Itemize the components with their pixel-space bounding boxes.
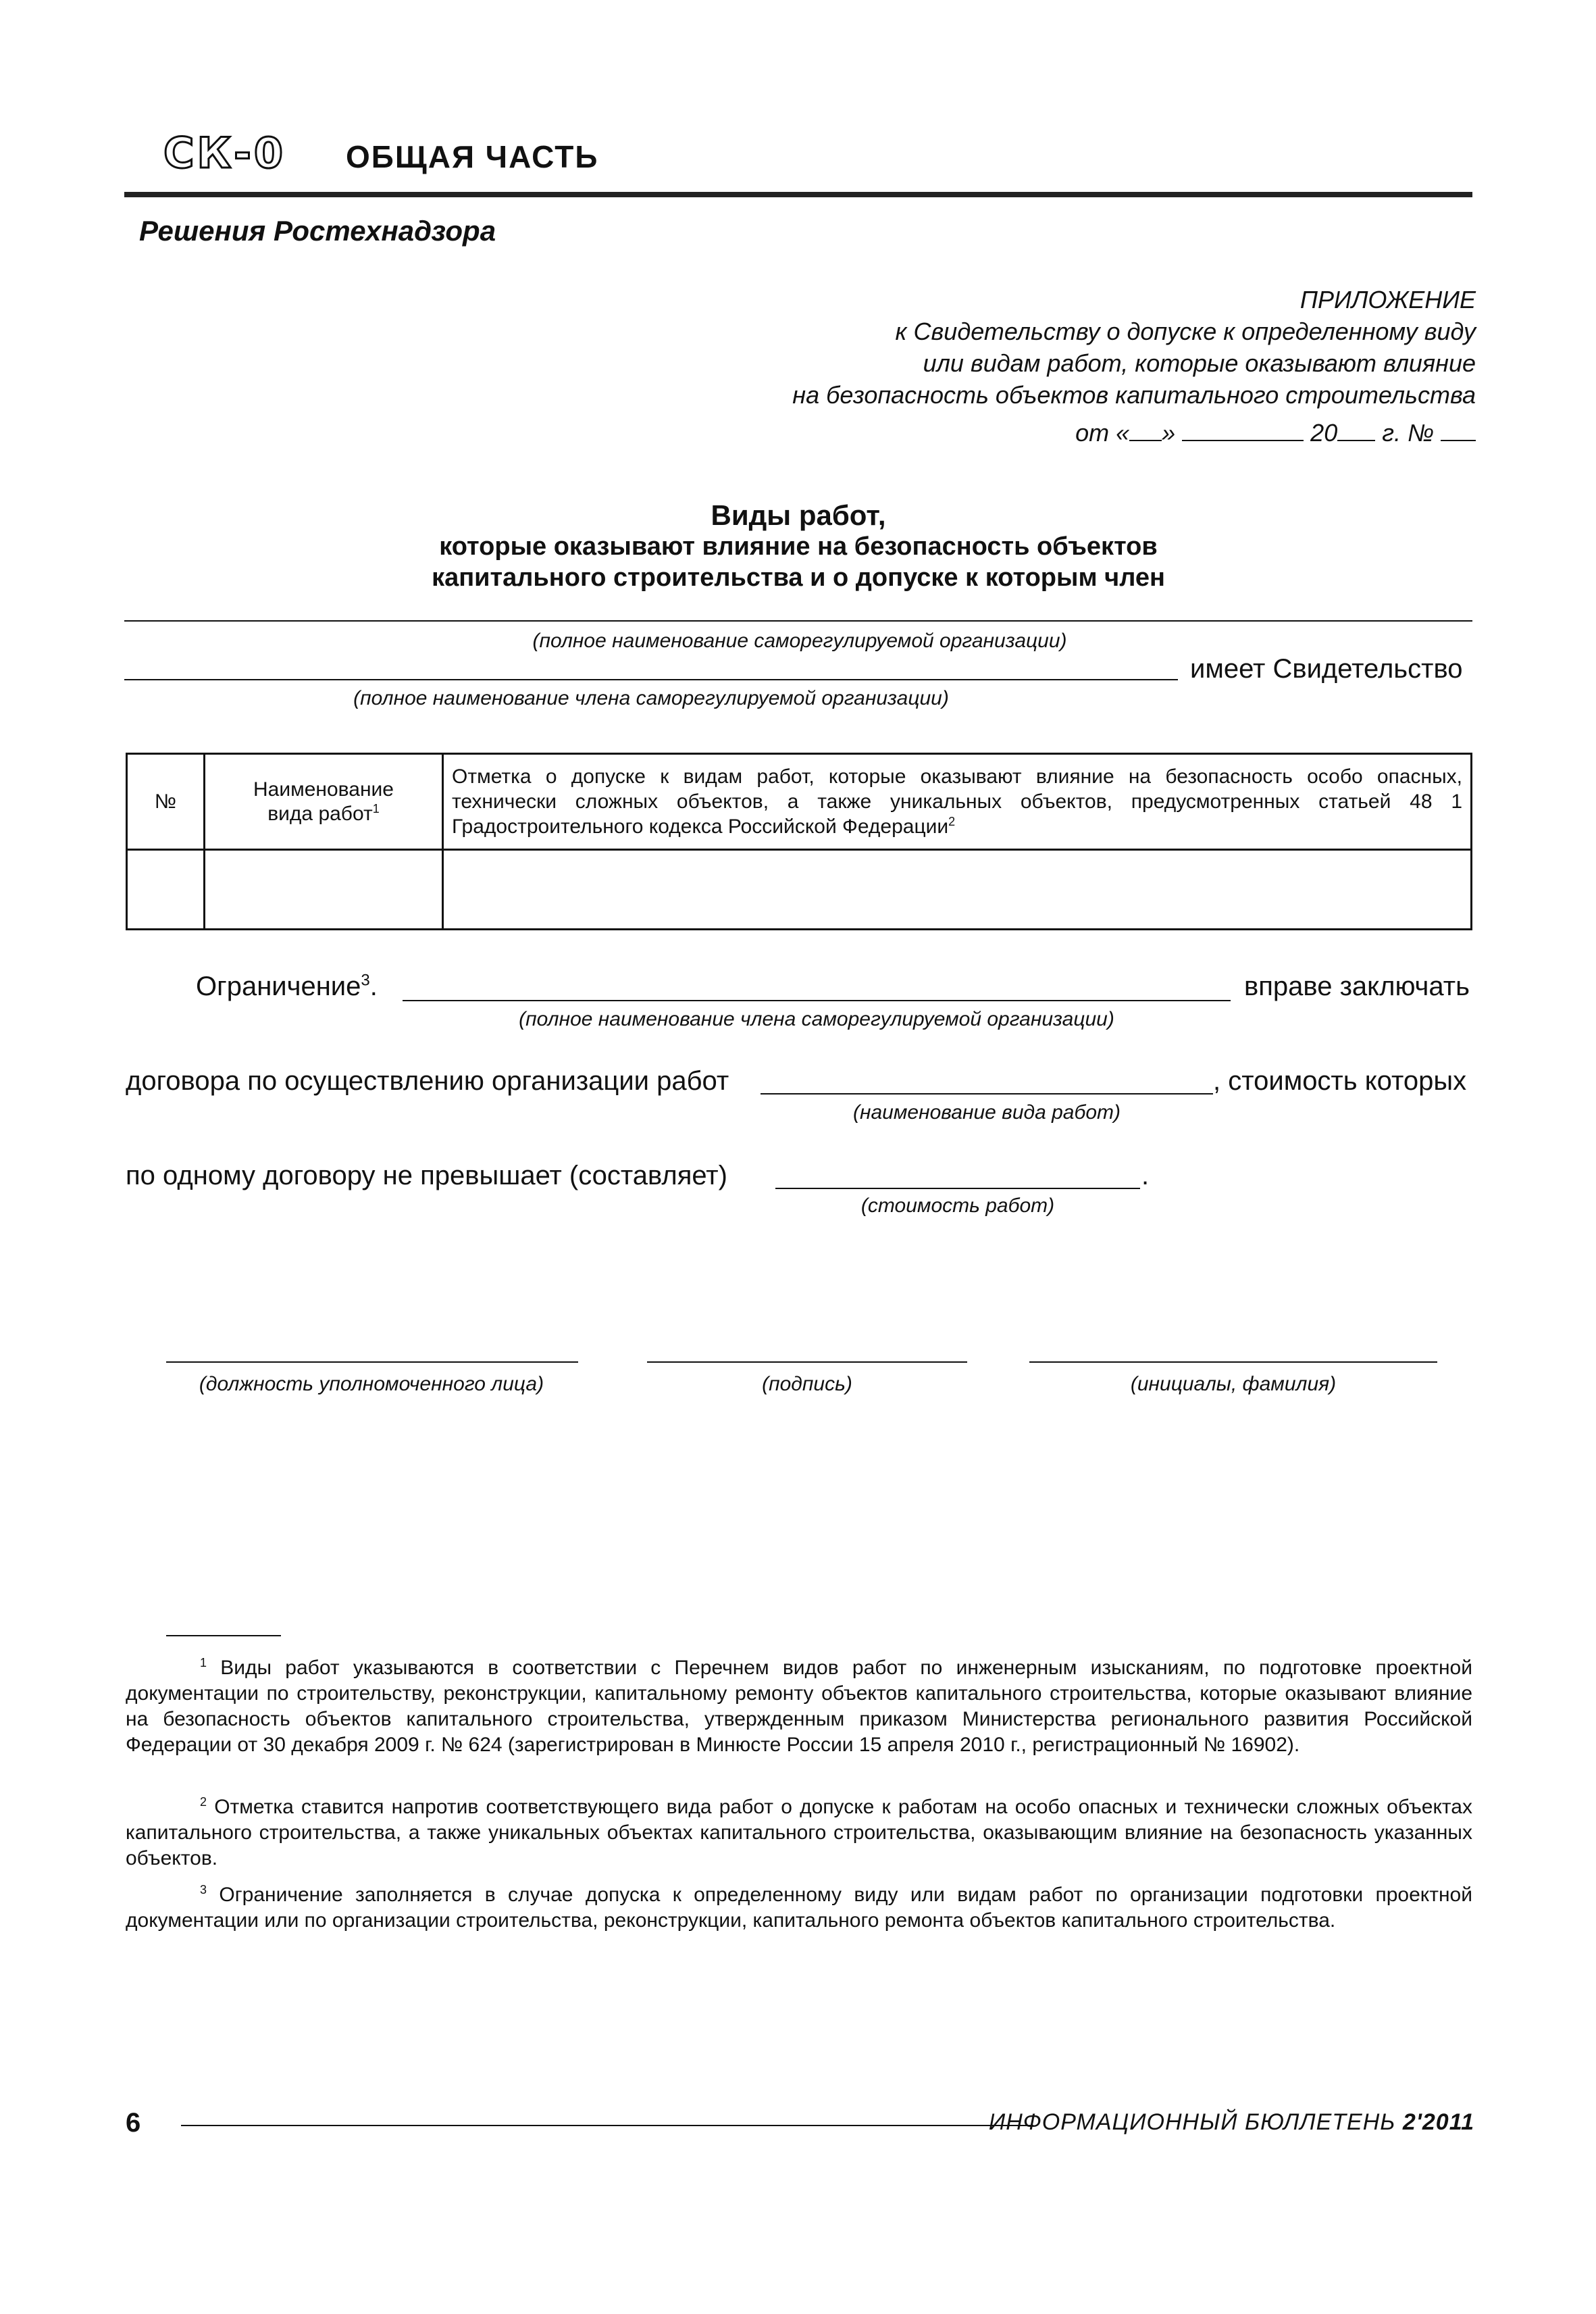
cell-admission-mark[interactable] <box>443 850 1472 930</box>
page-subtitle: Решения Ростехнадзора <box>139 215 496 247</box>
work-type-line[interactable] <box>761 1093 1213 1095</box>
footnote-text: Отметка ставится напротив соответствующего вида работ о допуске к работам на особо опасных и технически сложных объектах капитального строительства, а также уникальных объектах капитального строительства, оказывающим влияние на безопасность указанных объектов. <box>126 1796 1472 1869</box>
appendix-date-line <box>1075 419 1476 447</box>
header-rule <box>124 192 1472 197</box>
date-from-label: от « <box>1075 419 1130 447</box>
appendix-line: или видам работ, которые оказывают влияние <box>923 349 1476 377</box>
day-blank[interactable] <box>1129 420 1162 441</box>
date-quote: » <box>1162 419 1176 447</box>
col-work-name-line2: вида работ <box>267 802 373 825</box>
cell-number[interactable] <box>127 850 205 930</box>
sro-name-caption: (полное наименование саморегулируемой организации) <box>532 630 1067 652</box>
col-work-name-line1: Наименование <box>253 778 394 801</box>
member-name-caption: (полное наименование члена саморегулируемой организации) <box>353 687 949 709</box>
footer-rule <box>181 2125 1033 2126</box>
cell-work-name[interactable] <box>205 850 443 930</box>
signature-line[interactable] <box>647 1361 967 1363</box>
table-header-row <box>127 754 1472 850</box>
footnote-1 <box>126 1655 1472 1758</box>
restriction-member-caption: (полное наименование члена саморегулируемой организации) <box>519 1008 1114 1030</box>
appendix-label: ПРИЛОЖЕНИЕ <box>1299 286 1476 313</box>
title-line: которые оказывают влияние на безопасность объектов <box>439 532 1158 561</box>
journal-title: ИНФОРМАЦИОННЫЙ БЮЛЛЕТЕНЬ <box>988 2109 1396 2135</box>
position-line[interactable] <box>166 1361 578 1363</box>
footnote-3 <box>126 1882 1472 1934</box>
may-conclude-text: вправе заключать <box>1244 972 1470 1001</box>
number-label: г. № <box>1382 419 1434 447</box>
col-admission-header <box>443 754 1472 850</box>
restriction-member-line[interactable] <box>403 1000 1231 1001</box>
col-number-header: № <box>127 754 205 850</box>
restriction-label <box>196 972 378 1002</box>
col-admission-text: Отметка о допуске к видам работ, которые оказывают влияние на безопасность особо опасных, технически сложных объектов, а также уникальных объектов, предусмотренных статьей 48 1 Градостроительного кодекса Российской Федерации <box>452 765 1462 838</box>
member-name-line[interactable] <box>124 679 1178 680</box>
cost-caption: (стоимость работ) <box>860 1194 1055 1217</box>
year-blank[interactable] <box>1337 420 1375 441</box>
title-line: капитального строительства и о допуске к которым член <box>432 563 1165 592</box>
footnote-number: 1 <box>200 1656 207 1669</box>
footnote-number: 2 <box>200 1795 207 1809</box>
cost-text: , стоимость которых <box>1213 1066 1467 1096</box>
limit-text: по одному договору не превышает (составляет) <box>126 1161 727 1190</box>
footnote-text: Ограничение заполняется в случае допуска к определенному виду или видам работ по организации подготовки проектной документации или по организации строительства, реконструкции, капитального ремонта объектов капитального строительства. <box>126 1884 1472 1932</box>
page-number: 6 <box>126 2108 141 2138</box>
has-certificate-text: имеет Свидетельство <box>1190 654 1463 684</box>
footnote-text: Виды работ указываются в соответствии с Перечнем видов работ по инженерным изысканиям, по подготовке проектной документации по строительству, реконструкции, капитальному ремонту объектов капитального строительства, которые оказывают влияние на безопасность объектов капитального строительства, утвержденным приказом Министерства регионального развития Российской Федерации от 30 декабря 2009 г. № 624 (зарегистрирован в Минюсте России 15 апреля 2010 г., регистрационный № 16902). <box>126 1657 1472 1756</box>
month-blank[interactable] <box>1182 420 1304 441</box>
work-type-caption: (наименование вида работ) <box>852 1101 1121 1124</box>
document-title <box>124 500 1472 593</box>
footnote-2 <box>126 1794 1472 1871</box>
section-title: ОБЩАЯ ЧАСТЬ <box>346 139 599 174</box>
appendix-line: к Свидетельству о допуске к определенному виду <box>895 318 1476 345</box>
restriction-dot: . <box>369 972 378 1001</box>
number-blank[interactable] <box>1441 420 1476 441</box>
contracts-text: договора по осуществлению организации работ <box>126 1066 729 1096</box>
cost-line[interactable] <box>775 1188 1140 1189</box>
works-table <box>126 753 1472 930</box>
year-prefix: 20 <box>1310 419 1338 447</box>
sro-name-line[interactable] <box>124 620 1472 622</box>
footnote-ref[interactable]: 2 <box>948 815 956 828</box>
footnote-ref[interactable]: 3 <box>361 971 370 990</box>
position-caption: (должность уполномоченного лица) <box>199 1373 544 1395</box>
journal-issue: 2'2011 <box>1402 2109 1474 2135</box>
appendix-line: на безопасность объектов капитального строительства <box>792 381 1476 409</box>
restriction-label-text: Ограничение <box>196 972 361 1001</box>
title-line: Виды работ, <box>711 499 886 531</box>
name-line[interactable] <box>1029 1361 1437 1363</box>
table-row <box>127 850 1472 930</box>
footnote-rule <box>166 1635 281 1636</box>
journal-name <box>989 2109 1474 2136</box>
footnote-ref[interactable]: 1 <box>372 801 380 815</box>
section-logo: СК-0 <box>163 128 286 178</box>
col-work-name-header <box>205 754 443 850</box>
limit-end: . <box>1141 1161 1150 1190</box>
signature-caption: (подпись) <box>762 1373 852 1395</box>
footnote-number: 3 <box>200 1883 207 1896</box>
appendix-block <box>665 284 1476 411</box>
name-caption: (инициалы, фамилия) <box>1130 1373 1337 1395</box>
